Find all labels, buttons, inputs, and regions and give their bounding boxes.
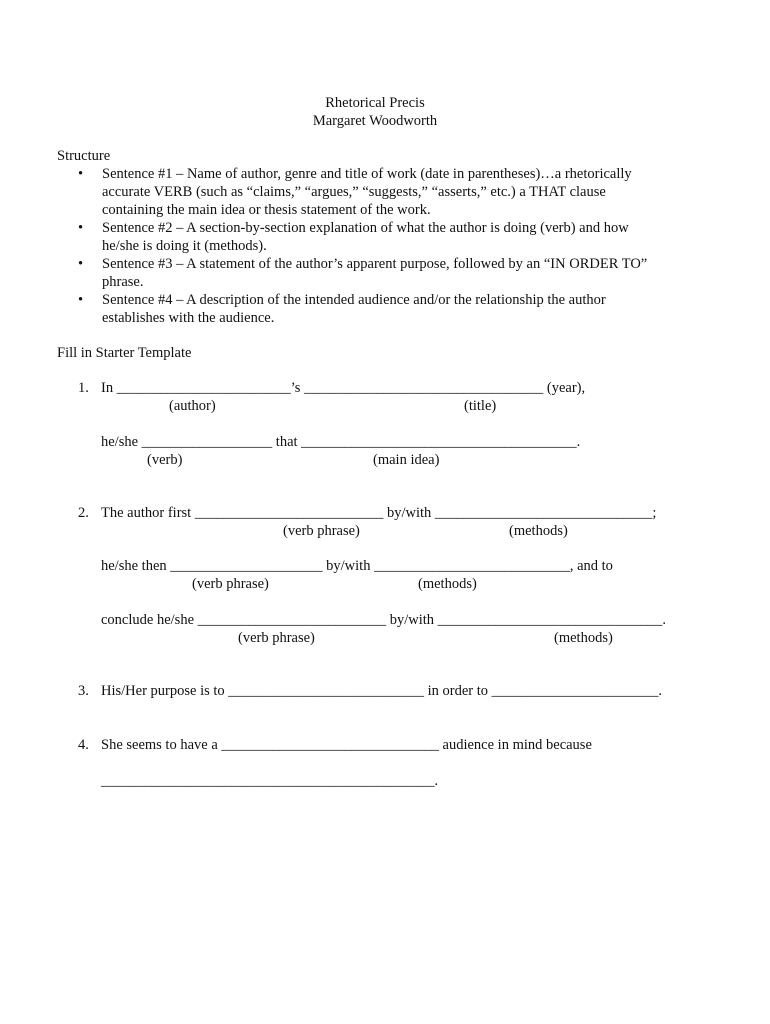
bullet-icon: • <box>78 292 84 308</box>
verb-phrase-label: (verb phrase) <box>283 523 360 539</box>
template-heading: Fill in Starter Template <box>57 345 192 361</box>
structure-item-2-line-1: Sentence #2 – A section-by-section explanation of what the author is doing (verb) and how <box>102 220 629 236</box>
template-item-3-line: His/Her purpose is to ___________________________ in order to _______________________. <box>101 683 663 699</box>
template-item-4-line-b: ______________________________________________. <box>101 773 439 789</box>
structure-item-1-line-2: accurate VERB (such as “claims,” “argues,” “suggests,” “asserts,” etc.) a THAT clause <box>102 184 606 200</box>
title-label: (title) <box>464 398 497 414</box>
structure-item-2 <box>76 219 676 255</box>
template-item-4-line-a: She seems to have a ______________________________ audience in mind because <box>101 737 592 753</box>
main-idea-label: (main idea) <box>373 452 440 468</box>
structure-item-2-line-2: he/she is doing it (methods). <box>102 238 267 254</box>
structure-heading: Structure <box>57 148 111 164</box>
structure-item-1 <box>76 165 676 219</box>
document-title: Rhetorical Precis <box>325 95 425 111</box>
methods-label: (methods) <box>554 630 613 646</box>
bullet-icon: • <box>78 166 84 182</box>
structure-item-4-line-1: Sentence #4 – A description of the intended audience and/or the relationship the author <box>102 292 606 308</box>
verb-phrase-label: (verb phrase) <box>192 576 269 592</box>
verb-phrase-label: (verb phrase) <box>238 630 315 646</box>
verb-label: (verb) <box>147 452 183 468</box>
bullet-icon: • <box>78 256 84 272</box>
document-author: Margaret Woodworth <box>312 113 438 129</box>
structure-item-4 <box>76 291 676 327</box>
template-item-2-line-c: conclude he/she __________________________ by/with _______________________________. <box>101 612 667 628</box>
structure-item-3-line-2: phrase. <box>102 274 144 290</box>
template-item-2-line-b: he/she then _____________________ by/with ___________________________, and to <box>101 558 613 574</box>
structure-list <box>76 165 676 327</box>
template-item-4-number: 4. <box>78 737 89 753</box>
template-item-2-number: 2. <box>78 505 89 521</box>
template-item-1-line-b: he/she __________________ that ______________________________________. <box>101 434 581 450</box>
structure-item-4-line-2: establishes with the audience. <box>102 310 275 326</box>
structure-item-3 <box>76 255 676 291</box>
author-label: (author) <box>169 398 216 414</box>
methods-label: (methods) <box>418 576 477 592</box>
structure-item-1-line-1: Sentence #1 – Name of author, genre and title of work (date in parentheses)…a rhetorically <box>102 166 632 182</box>
template-item-3-number: 3. <box>78 683 89 699</box>
template-item-2-line-a: The author first __________________________ by/with ______________________________; <box>101 505 657 521</box>
structure-item-1-line-3: containing the main idea or thesis statement of the work. <box>102 202 431 218</box>
template-item-1-line-a: In ________________________’s _________________________________ (year), <box>101 380 586 396</box>
methods-label: (methods) <box>509 523 568 539</box>
bullet-icon: • <box>78 220 84 236</box>
template-item-1-number: 1. <box>78 380 89 396</box>
structure-item-3-line-1: Sentence #3 – A statement of the author’s apparent purpose, followed by an “IN ORDER TO” <box>102 256 648 272</box>
